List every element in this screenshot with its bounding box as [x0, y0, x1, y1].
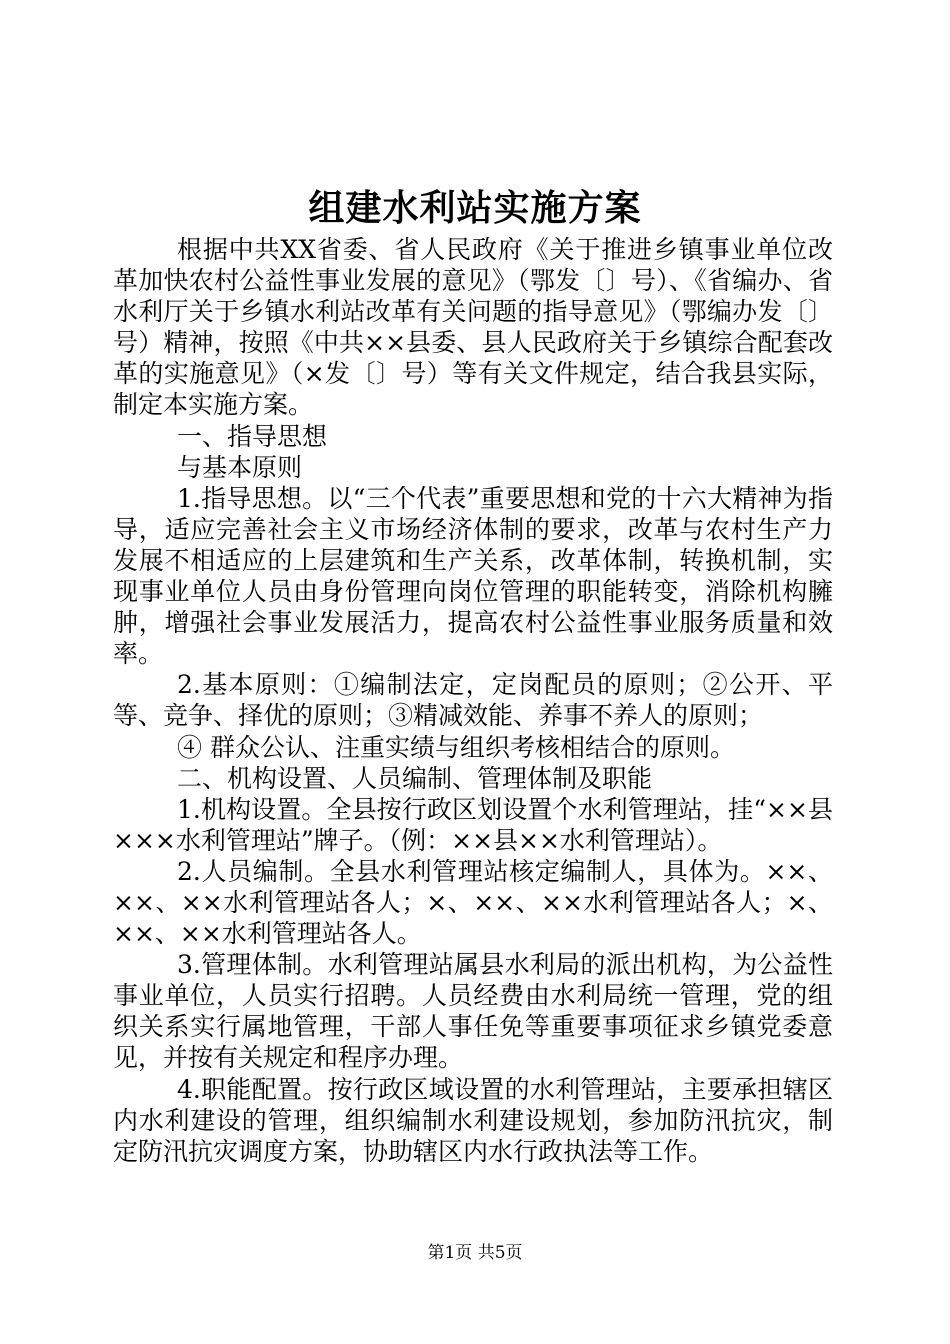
intro-paragraph: 根据中共XX省委、省人民政府《关于推进乡镇事业单位改革加快农村公益性事业发展的意见》（鄂发〔〕号）、《省编办、省水利厅关于乡镇水利站改革有关问题的指导意见》（鄂编办发〔〕号）精神，按照《中共××县委、县人民政府关于乡镇综合配套改革的实施意见》（×发〔〕号）等有关文件规定，结合我县实际，制定本实施方案。 [113, 235, 833, 420]
section-heading-1: 一、指导思想 [177, 421, 328, 451]
management-paragraph: 3.管理体制。水利管理站属县水利局的派出机构，为公益性事业单位，人员实行招聘。人员经费由水利局统一管理，党的组织关系实行属地管理，干部人事任免等重要事项征求乡镇党委意见，并按有关规定和程序办理。 [113, 950, 833, 1073]
staffing-paragraph: 2.人员编制。全县水利管理站核定编制人，具体为。××、××、××水利管理站各人；×、××、××水利管理站各人；×、××、××水利管理站各人。 [113, 856, 833, 949]
basic-principles-paragraph: 2.基本原则：①编制法定，定岗配员的原则；②公开、平等、竞争、择优的原则；③精减效能、养事不养人的原则； [113, 670, 833, 731]
functions-paragraph: 4.职能配置。按行政区域设置的水利管理站，主要承担辖区内水利建设的管理，组织编制水利建设规划，参加防汛抗灾，制定防汛抗灾调度方案，协助辖区内水行政执法等工作。 [113, 1074, 833, 1166]
section-heading-1-continued: 与基本原则 [177, 452, 303, 482]
document-body [113, 234, 833, 1167]
basic-principles-item-4: ④ 群众公认、注重实绩与组织考核相结合的原则。 [177, 732, 735, 762]
page-footer: 第1页 共5页 [427, 1243, 523, 1263]
section-heading-2: 二、机构设置、人员编制、管理体制及职能 [177, 763, 653, 793]
document-title: 组建水利站实施方案 [308, 187, 642, 229]
organization-paragraph: 1.机构设置。全县按行政区划设置个水利管理站，挂“××县×××水利管理站”牌子。（例：××县××水利管理站）。 [113, 794, 833, 855]
guiding-thought-paragraph: 1.指导思想。以“三个代表”重要思想和党的十六大精神为指导，适应完善社会主义市场经济体制的要求，改革与农村生产力发展不相适应的上层建筑和生产关系，改革体制，转换机制，实现事业单位人员由身份管理向岗位管理的职能转变，消除机构臃肿，增强社会事业发展活力，提高农村公益性事业服务质量和效率。 [113, 483, 833, 669]
